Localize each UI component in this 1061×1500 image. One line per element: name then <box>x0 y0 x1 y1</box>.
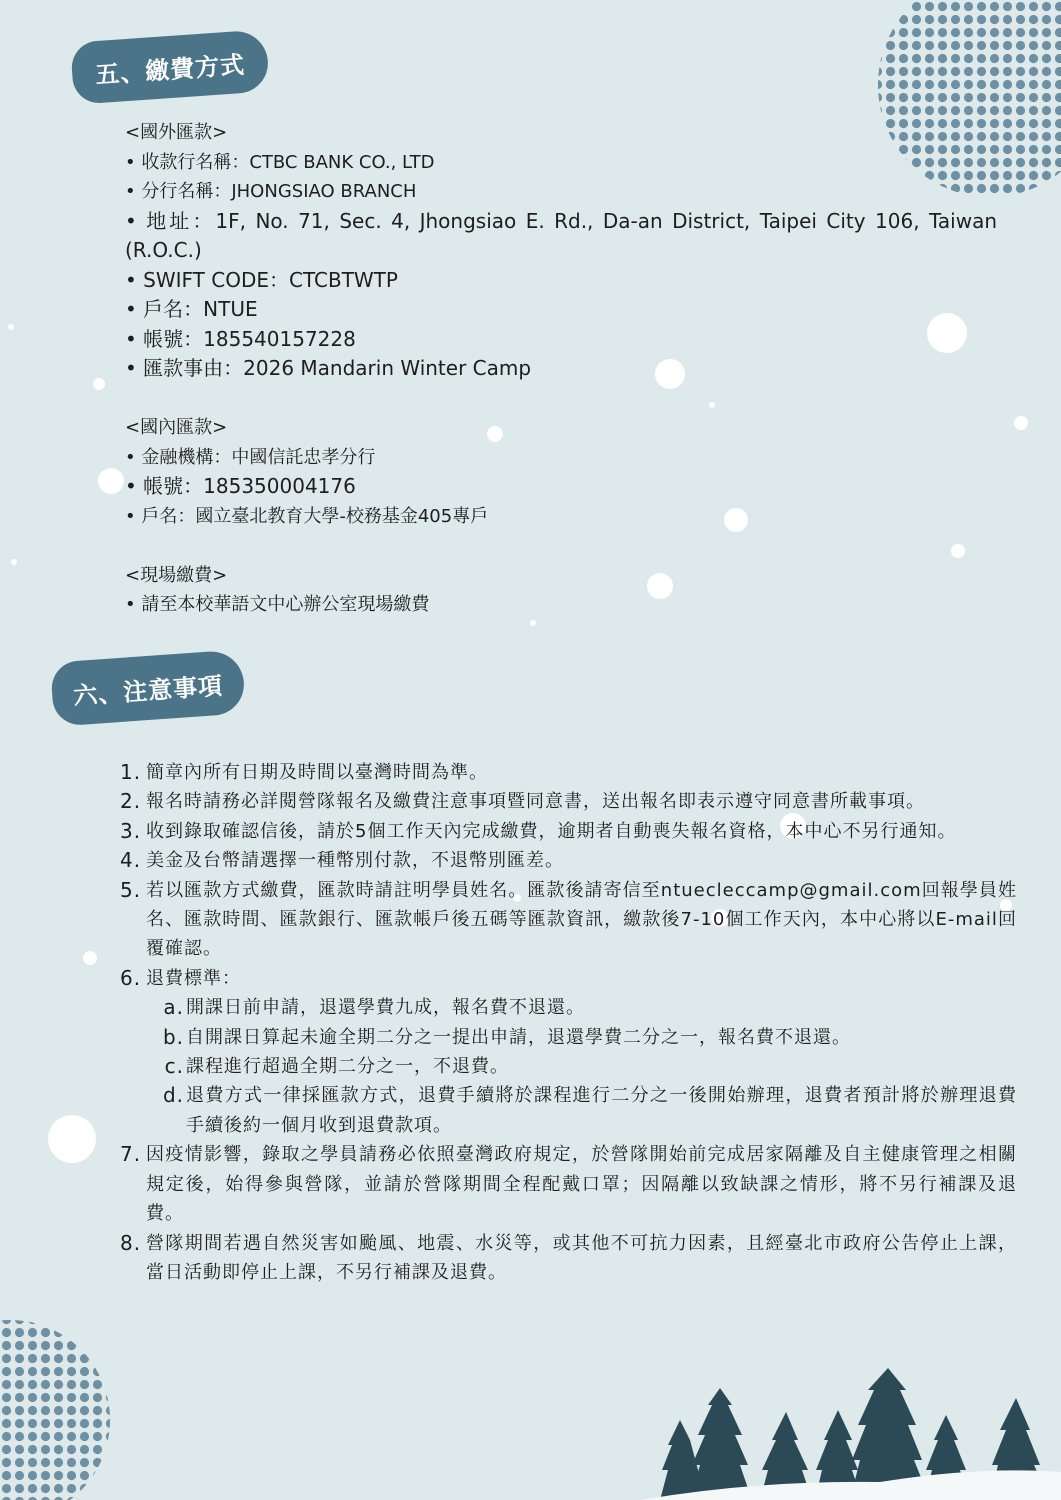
overseas-address: • 地址：1F, No. 71, Sec. 4, Jhongsiao E. Rd., Da-an District, Taipei City 106, Taiwan (R.O.C.) <box>125 208 997 262</box>
domestic-heading: <國內匯款> <box>125 417 228 438</box>
note-item: 3. 收到錄取確認信後，請於5個工作天內完成繳費，逾期者自動喪失報名資格，本中心不另行通知。 <box>120 818 957 843</box>
domestic-institution: • 金融機構：中國信託忠孝分行 <box>125 446 376 468</box>
note-item: 1. 簡章內所有日期及時間以臺灣時間為準。 <box>120 760 488 784</box>
dot-pattern-bottom-left <box>0 1315 115 1500</box>
note-item: 2. 報名時請務必詳閱營隊報名及繳費注意事項暨同意書，送出報名即表示遵守同意書所載事項。 <box>120 789 925 814</box>
overseas-account-number: • 帳號：185540157228 <box>125 326 356 351</box>
overseas-account-name: • 戶名：NTUE <box>125 297 258 321</box>
note-item-refund: 6. 退費標準： <box>120 965 241 990</box>
overseas-swift: • SWIFT CODE：CTCBTWTP <box>125 267 398 292</box>
section-title-payment: 五、繳費方式 <box>70 29 270 105</box>
notes-list <box>120 758 1017 1287</box>
overseas-branch: • 分行名稱：JHONGSIAO BRANCH <box>125 181 417 202</box>
onsite-heading: <現場繳費> <box>125 564 228 586</box>
overseas-heading: <國外匯款> <box>125 122 228 143</box>
payment-methods <box>125 118 997 620</box>
note-item: 8. 營隊期間若遇自然災害如颱風、地震、水災等，或其他不可抗力因素，且經臺北市政府公告停止上課，當日活動即停止上課，不另行補課及退費。 <box>120 1230 1017 1283</box>
refund-item: c. 課程進行超過全期二分之一，不退費。 <box>164 1054 509 1079</box>
note-item: 7. 因疫情影響，錄取之學員請務必依照臺灣政府規定，於營隊開始前完成居家隔離及自主健康管理之相關規定後，始得參與營隊，並請於營隊期間全程配戴口罩；因隔離以致缺課之情形，將不另行補課及退費。 <box>120 1142 1017 1225</box>
onsite-text: • 請至本校華語文中心辦公室現場繳費 <box>125 594 430 615</box>
refund-item: d. 退費方式一律採匯款方式，退費手續將於課程進行二分之一後開始辦理，退費者預計將於辦理退費手續後約一個月收到退費款項。 <box>162 1083 1017 1136</box>
domestic-account-number: • 帳號：185350004176 <box>125 474 356 498</box>
note-item: 5. 若以匯款方式繳費，匯款時請註明學員姓名。匯款後請寄信至ntuecleccamp@gmail.com回報學員姓名、匯款時間、匯款銀行、匯款帳戶後五碼等匯款資訊，繳款後7-10個工作天內，本中心將以E-mail回覆確認。 <box>120 877 1017 960</box>
overseas-purpose: • 匯款事由：2026 Mandarin Winter Camp <box>125 356 532 380</box>
refund-item: b. 自開課日算起未逾全期二分之一提出申請，退還學費二分之一，報名費不退還。 <box>162 1024 851 1049</box>
refund-item: a. 開課日前申請，退還學費九成，報名費不退還。 <box>163 995 585 1020</box>
note-item: 4. 美金及台幣請選擇一種幣別付款，不退幣別匯差。 <box>120 848 564 873</box>
section-title-notes: 六、注意事項 <box>50 649 246 726</box>
overseas-bank-name: • 收款行名稱：CTBC BANK CO., LTD <box>125 151 435 173</box>
domestic-account-name: • 戶名：國立臺北教育大學-校務基金405專戶 <box>125 505 489 527</box>
